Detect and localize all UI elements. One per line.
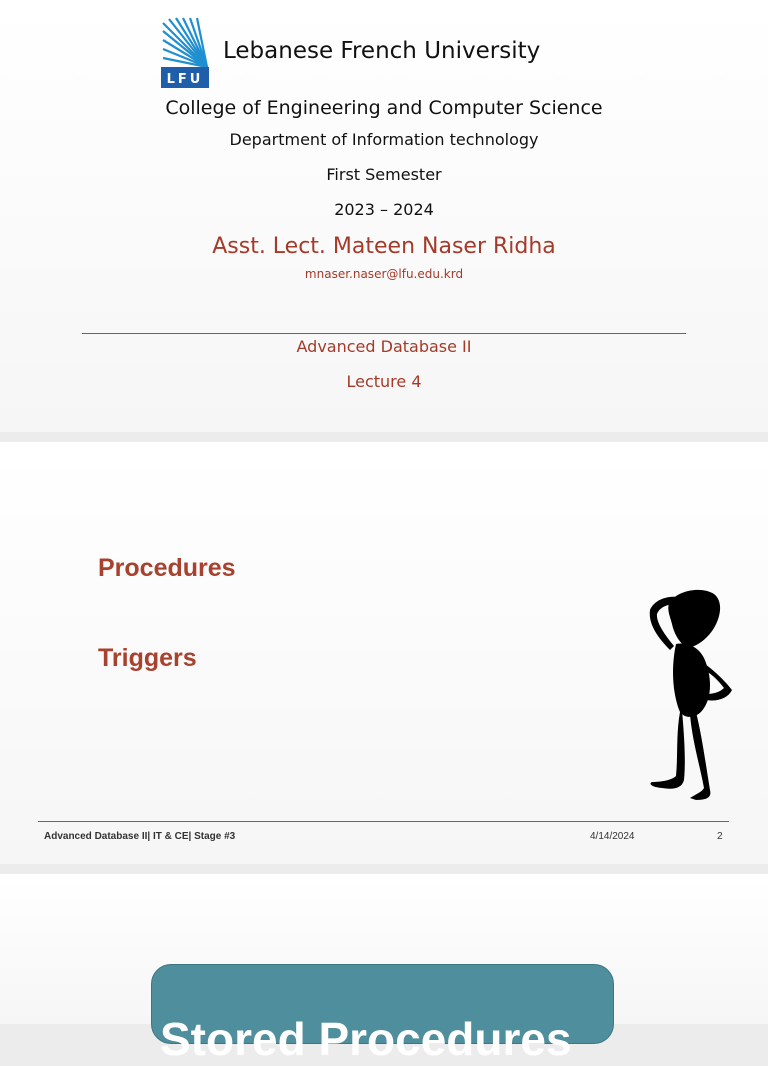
logo-letters: LFU <box>166 72 204 87</box>
lecturer-email: mnaser.naser@lfu.edu.krd <box>304 267 464 281</box>
divider-line <box>82 333 686 334</box>
banner-title: Stored Procedures <box>160 1013 572 1065</box>
lecturer-name: Asst. Lect. Mateen Naser Ridha <box>212 234 556 259</box>
thinking-figure-icon <box>640 584 740 806</box>
title-banner <box>151 964 614 1065</box>
topic-procedures: Procedures <box>98 554 236 582</box>
semester-label: First Semester <box>326 165 442 184</box>
stored-procedures-slide <box>0 874 768 1065</box>
topic-triggers: Triggers <box>98 644 197 672</box>
outline-slide <box>0 442 768 864</box>
lecture-number: Lecture 4 <box>346 372 422 391</box>
course-name: Advanced Database II <box>296 337 472 356</box>
footer-course-info: Advanced Database II| IT & CE| Stage #3 <box>44 831 236 842</box>
university-name: Lebanese French University <box>223 38 541 64</box>
footer-divider <box>38 821 729 822</box>
title-slide <box>0 0 768 432</box>
university-logo <box>161 17 209 88</box>
slide-number: 2 <box>717 831 723 842</box>
department-name: Department of Information technology <box>229 130 539 149</box>
academic-year: 2023 – 2024 <box>334 200 434 219</box>
footer-date: 4/14/2024 <box>590 831 635 842</box>
college-name: College of Engineering and Computer Science <box>165 97 603 119</box>
